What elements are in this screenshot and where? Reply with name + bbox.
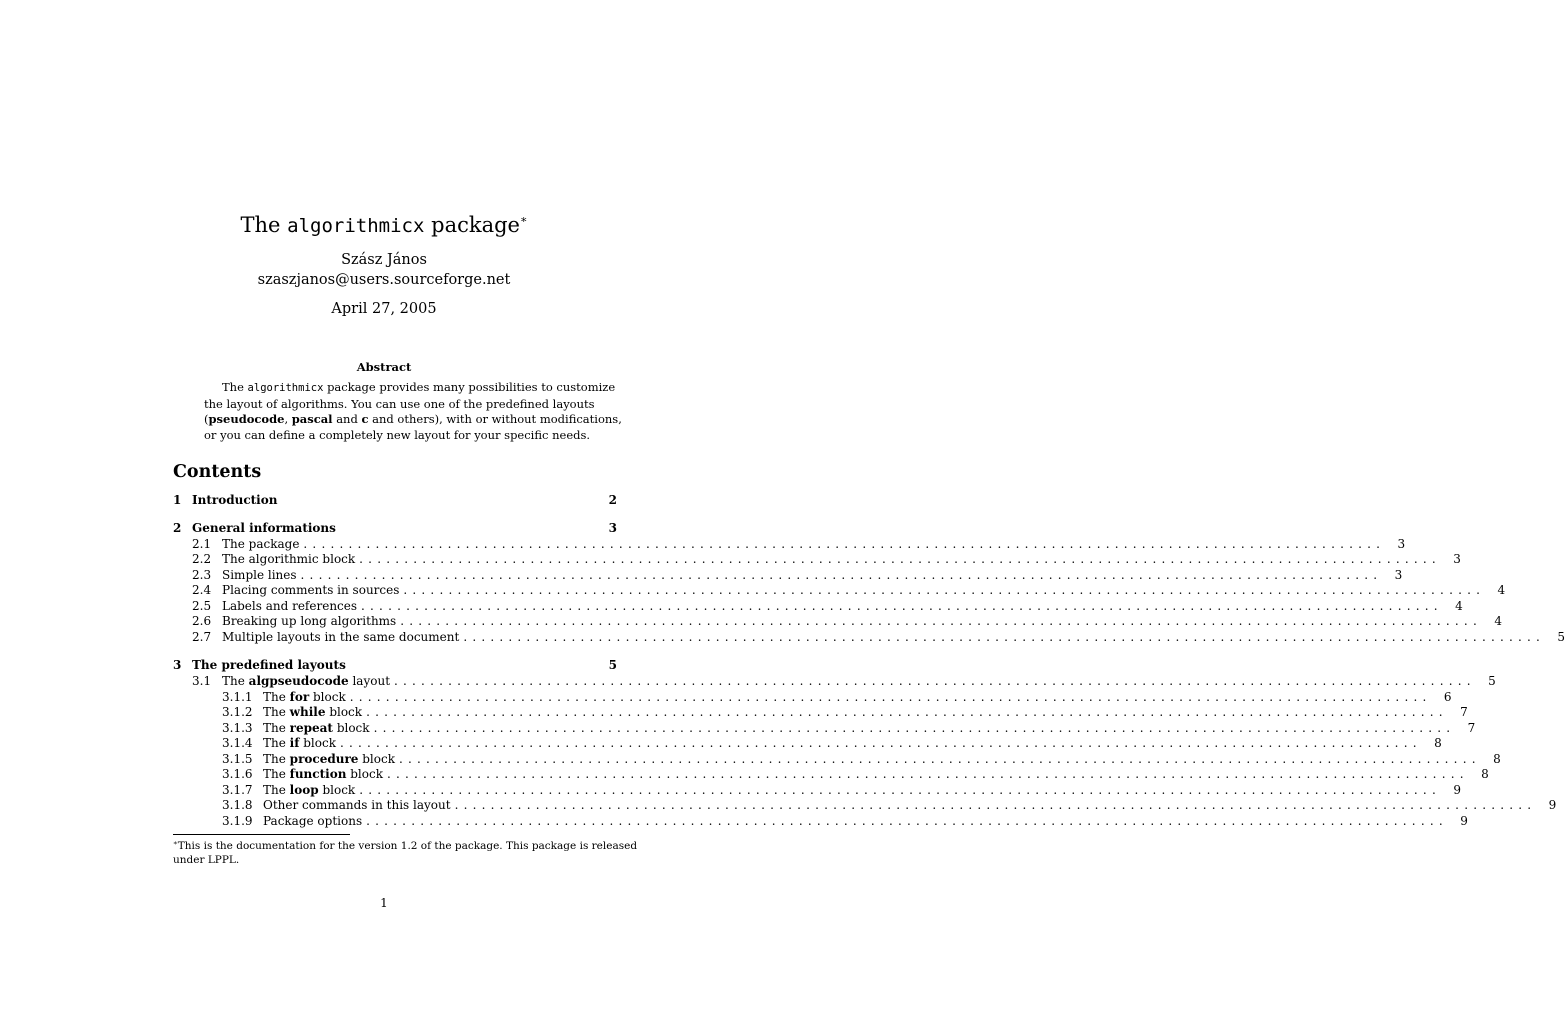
toc-entry[interactable]	[173, 492, 617, 508]
toc-entry-page: 3	[608, 521, 617, 535]
toc-entry-title	[263, 751, 399, 767]
toc-title-text: The	[222, 674, 245, 688]
abstract-heading: Abstract	[356, 360, 412, 374]
toc-entry-title	[263, 704, 366, 720]
toc-entry[interactable]	[173, 598, 1463, 614]
toc-entry-page: 8	[1493, 752, 1501, 766]
author-name: Szász János	[341, 252, 427, 268]
abstract-text: package provides many possibilities to customize	[327, 380, 616, 394]
toc-title-text: The	[263, 783, 286, 797]
toc-title-text: block	[303, 736, 336, 750]
toc-entry-page: 9	[1453, 783, 1461, 797]
toc-entry-title: Introduction	[192, 492, 281, 508]
toc-dot-leader: ........................................................................................................................	[303, 537, 1386, 551]
abstract-line	[204, 412, 622, 428]
toc-entry-page: 4	[1494, 614, 1502, 628]
toc-entry-number: 3	[173, 658, 182, 672]
toc-title-text: The	[263, 690, 286, 704]
toc-entry-page: 8	[1481, 767, 1489, 781]
author-block	[0, 250, 768, 290]
abstract-package-name: algorithmicx	[247, 382, 324, 394]
toc-dot-leader: ........................................................................................................................	[398, 752, 1481, 766]
toc-entry-number: 2.1	[192, 537, 212, 551]
toc-title-keyword: procedure	[289, 752, 359, 766]
toc-entry[interactable]	[173, 673, 1496, 689]
toc-entry[interactable]	[173, 520, 617, 536]
toc-dot-leader: ........................................................................................................................	[359, 783, 1441, 797]
toc-entry-number: 3.1.4	[222, 736, 253, 750]
toc-entry-title: Other commands in this layout	[263, 797, 455, 813]
abstract-text: and	[332, 412, 362, 426]
abstract-text: ,	[284, 412, 292, 426]
toc-dot-leader: ........................................................................................................................	[366, 814, 1448, 828]
toc-title-keyword: algpseudocode	[248, 674, 349, 688]
toc-entry-title: The predefined layouts	[192, 657, 350, 673]
toc-entry-number: 2.5	[192, 599, 212, 613]
toc-entry-title: Placing comments in sources	[222, 582, 403, 598]
toc-entry-number: 3.1.5	[222, 752, 253, 766]
title-prefix: The	[240, 213, 281, 237]
toc-entry-page: 4	[1455, 599, 1463, 613]
toc-entry-number: 2.3	[192, 568, 212, 582]
toc-entry-number: 3.1.3	[222, 721, 253, 735]
toc-dot-leader: ........................................................................................................................	[400, 614, 1482, 628]
toc-entry[interactable]	[173, 797, 1557, 813]
toc-entry[interactable]	[173, 782, 1461, 798]
abstract-body	[204, 380, 622, 443]
toc-entry-page: 7	[1460, 705, 1468, 719]
toc-entry-number: 3.1.6	[222, 767, 253, 781]
toc-entry-page: 5	[1557, 630, 1565, 644]
toc-entry-title: Package options	[263, 813, 366, 829]
footnote-line	[173, 836, 638, 853]
footnote-text: This is the documentation for the version 1.2 of the package. This package is released	[177, 840, 638, 852]
toc-entry-page: 5	[1488, 674, 1496, 688]
toc-title-text: block	[322, 783, 356, 797]
toc-dot-leader: ........................................................................................................................	[387, 767, 1469, 781]
toc-entry[interactable]	[173, 536, 1406, 552]
toc-entry-number: 2	[173, 521, 182, 535]
toc-entry-title: Labels and references	[222, 598, 361, 614]
toc-dot-leader: ........................................................................................................................	[339, 736, 1422, 750]
toc-dot-leader: ........................................................................................................................	[366, 705, 1448, 719]
toc-entry-page: 4	[1497, 583, 1506, 597]
toc-title-keyword: function	[289, 767, 347, 781]
toc-entry-number: 2.4	[192, 583, 212, 597]
document-date: April 27, 2005	[331, 301, 437, 317]
document-title	[0, 205, 768, 241]
abstract-line: the layout of algorithms. You can use one of the predefined layouts	[204, 396, 595, 411]
abstract-line: or you can define a completely new layout for your specific needs.	[204, 427, 591, 442]
toc-entry-title: The package	[222, 536, 303, 552]
toc-entry-page: 3	[1394, 568, 1403, 582]
toc-title-text: The	[263, 752, 286, 766]
toc-title-text: layout	[352, 674, 391, 688]
toc-title-text: The	[263, 721, 286, 735]
toc-entry[interactable]	[173, 766, 1489, 782]
title-suffix: package	[431, 213, 520, 237]
toc-entry-page: 9	[1548, 798, 1557, 812]
toc-entry[interactable]	[173, 582, 1506, 598]
toc-entry-number: 3.1.8	[222, 798, 253, 812]
toc-dot-leader: ........................................................................................................................	[359, 552, 1441, 566]
toc-entry[interactable]	[173, 689, 1452, 705]
toc-entry[interactable]	[173, 629, 1565, 645]
toc-entry-title: Multiple layouts in the same document	[222, 629, 463, 645]
toc-entry-title: Breaking up long algorithms	[222, 613, 400, 629]
toc-entry-page: 6	[1443, 690, 1452, 704]
toc-entry[interactable]	[173, 751, 1501, 767]
footnote-rule	[173, 834, 350, 835]
toc-title-text: The	[263, 767, 286, 781]
toc-entry-title	[263, 735, 340, 751]
toc-entry[interactable]	[173, 551, 1461, 567]
toc-title-text: block	[313, 690, 346, 704]
toc-dot-leader: ........................................................................................................................	[349, 690, 1432, 704]
toc-entry-number: 3.1	[192, 674, 212, 688]
toc-title-text: block	[336, 721, 370, 735]
abstract-bold-term: c	[361, 412, 369, 426]
toc-title-text: The	[263, 736, 286, 750]
toc-entry[interactable]	[173, 704, 1468, 720]
toc-entry-number: 1	[173, 493, 182, 507]
abstract-text: (	[204, 412, 209, 426]
toc-entry-page: 3	[1453, 552, 1461, 566]
toc-entry-title: General informations	[192, 520, 340, 536]
toc-title-keyword: for	[289, 690, 310, 704]
toc-entry-number: 2.6	[192, 614, 212, 628]
toc-title-keyword: while	[289, 705, 326, 719]
toc-entry[interactable]	[173, 735, 1442, 751]
toc-entry[interactable]	[173, 813, 1468, 829]
toc-entry-title: Simple lines	[222, 567, 301, 583]
abstract-bold-term: pseudocode	[208, 412, 285, 426]
toc-entry-page: 9	[1460, 814, 1468, 828]
toc-title-keyword: repeat	[289, 721, 333, 735]
toc-entry-title: The algorithmic block	[222, 551, 359, 567]
toc-entry[interactable]	[173, 613, 1502, 629]
toc-entry[interactable]	[173, 567, 1403, 583]
toc-title-keyword: loop	[289, 783, 319, 797]
toc-dot-leader: ........................................................................................................................	[463, 630, 1546, 644]
toc-entry-number: 3.1.1	[222, 690, 253, 704]
toc-dot-leader: ........................................................................................................................	[394, 674, 1476, 688]
abstract-bold-term: pascal	[291, 412, 333, 426]
author-email: szaszjanos@users.sourceforge.net	[257, 272, 511, 288]
toc-title-text: block	[362, 752, 395, 766]
toc-dot-leader: ........................................................................................................................	[454, 798, 1537, 812]
toc-title-text: block	[350, 767, 383, 781]
toc-entry-page: 2	[608, 493, 617, 507]
toc-entry-page: 7	[1467, 721, 1476, 735]
toc-entry-title	[222, 673, 394, 689]
footnote-mark: ∗	[173, 839, 178, 847]
footnote-line: under LPPL.	[173, 854, 240, 866]
toc-entry-title	[263, 720, 374, 736]
toc-entry-page: 5	[608, 658, 617, 672]
abstract-text: and others), with or without modifications,	[368, 412, 622, 426]
toc-entry-number: 3.1.2	[222, 705, 253, 719]
toc-dot-leader: ........................................................................................................................	[300, 568, 1383, 582]
toc-dot-leader: ........................................................................................................................	[361, 599, 1443, 613]
title-footnote-mark: ∗	[519, 213, 528, 226]
toc-entry[interactable]	[173, 720, 1476, 736]
title-package-name: algorithmicx	[287, 215, 425, 237]
contents-heading: Contents	[173, 462, 262, 482]
toc-entry-page: 3	[1397, 537, 1406, 551]
page-number: 1	[380, 896, 388, 910]
abstract-text: The	[222, 380, 244, 394]
footnote	[173, 836, 638, 867]
toc-entry-title	[263, 689, 350, 705]
toc-entry-page: 8	[1434, 736, 1442, 750]
abstract-line	[204, 380, 616, 397]
toc-title-keyword: if	[289, 736, 300, 750]
toc-entry-number: 2.7	[192, 630, 212, 644]
toc-entry-title	[263, 766, 387, 782]
toc-dot-leader: ........................................................................................................................	[403, 583, 1486, 597]
toc-entry-number: 2.2	[192, 552, 212, 566]
toc-dot-leader: ........................................................................................................................	[373, 721, 1456, 735]
toc-entry-number: 3.1.9	[222, 814, 253, 828]
toc-entry[interactable]	[173, 657, 617, 673]
toc-entry-number: 3.1.7	[222, 783, 253, 797]
toc-title-text: The	[263, 705, 286, 719]
toc-title-text: block	[329, 705, 363, 719]
toc-entry-title	[263, 782, 359, 798]
